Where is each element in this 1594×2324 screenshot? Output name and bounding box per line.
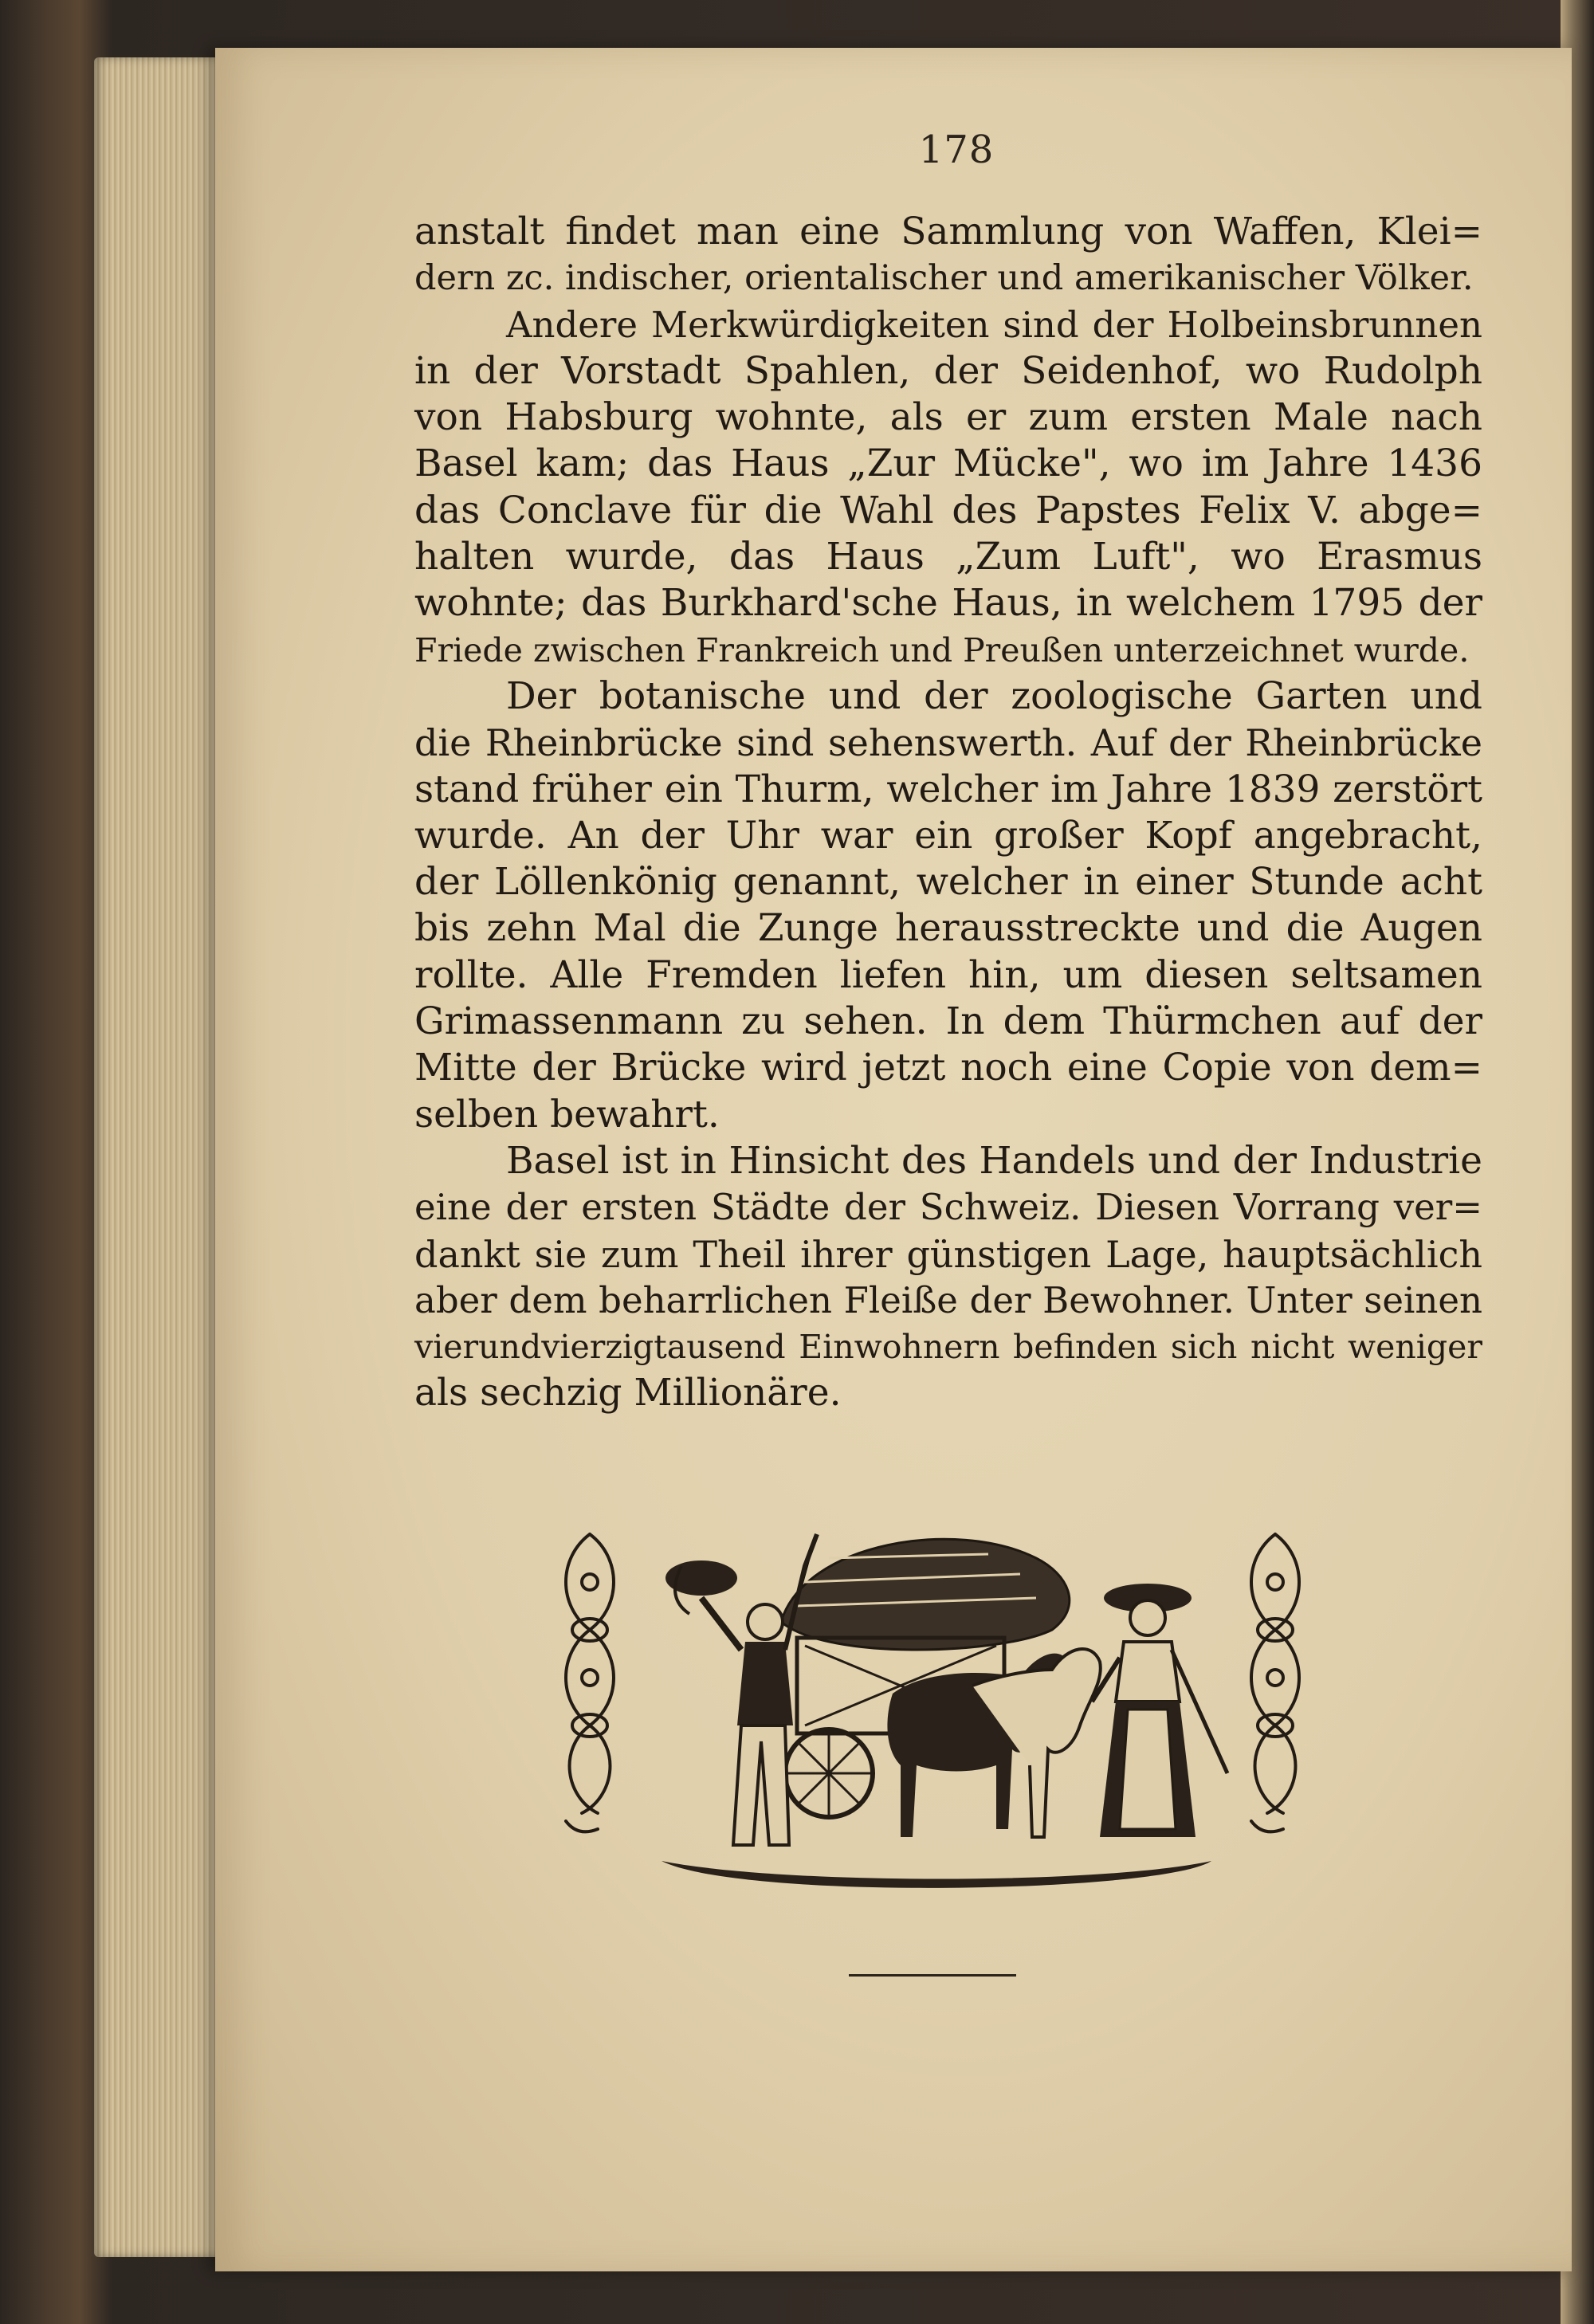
text-line: Basel kam; das Haus „Zur Mücke", wo im Jahre 1436 (414, 442, 1482, 486)
text-line: dern ⁠zc. indischer, orientalischer und amerikanischer Völker. (414, 258, 1474, 299)
text-line: rollte. Alle Fremden liefen hin, um diesen seltsamen (414, 952, 1482, 997)
text-line: von Habsburg wohnte, als er zum ersten Male nach (414, 395, 1482, 440)
text-line: Andere Merkwürdigkeiten sind der Holbeinsbrunnen (506, 303, 1482, 346)
body-text (414, 209, 1482, 1417)
woman-figure-icon (1092, 1584, 1227, 1837)
section-rule (849, 1974, 1016, 1977)
text-line: vierundvierzigtausend Einwohnern befinden sich nicht weniger (414, 1328, 1482, 1367)
page-number: 178 (918, 128, 995, 172)
text-line: anstalt findet man eine Sammlung von Waffen, Klei= (414, 210, 1482, 253)
text-line: das Conclave für die Wahl des Papstes Felix V. abge= (414, 488, 1482, 532)
text-line: aber dem beharrlichen Fleiße der Bewohner. Unter seinen (414, 1278, 1482, 1321)
text-line: als sechzig Millionäre. (414, 1371, 842, 1415)
text-line: Grimassenmann zu sehen. In dem Thürmchen auf der (414, 999, 1482, 1044)
text-line: stand früher ein Thurm, welcher im Jahre 1839 zerstört (414, 767, 1482, 811)
text-line: der Löllenkönig genannt, welcher in einer Stunde acht (414, 860, 1482, 905)
woodcut-illustration (542, 1510, 1323, 1909)
text-line: selben bewahrt. (414, 1092, 720, 1136)
text-line: halten wurde, das Haus „Zum Luft", wo Erasmus (414, 535, 1482, 579)
text-line: wurde. An der Uhr war ein großer Kopf angebracht, (414, 813, 1482, 858)
text-line: Friede zwischen Frankreich und Preußen unterzeichnet wurde. (414, 630, 1470, 669)
text-line: eine der ersten Städte der Schweiz. Diesen Vorrang ver= (414, 1186, 1482, 1229)
text-line: in der Vorstadt Spahlen, der Seidenhof, wo Rudolph (414, 348, 1482, 393)
text-line: die Rheinbrücke sind sehenswerth. Auf der Rheinbrücke (414, 721, 1482, 765)
text-line: Mitte der Brücke wird jetzt noch eine Copie von dem= (414, 1046, 1482, 1090)
text-line: bis zehn Mal die Zunge herausstreckte und die Augen (414, 906, 1482, 951)
left-ornament-icon (566, 1534, 614, 1831)
text-line: dankt sie zum Theil ihrer günstigen Lage, hauptsächlich (414, 1232, 1482, 1276)
right-ornament-icon (1251, 1534, 1299, 1831)
text-line: wohnte; das Burkhard'sche Haus, in welchem 1795 der (414, 581, 1482, 626)
text-line: Basel ist in Hinsicht des Handels und der Industrie (506, 1138, 1482, 1183)
text-line: Der botanische und der zoologische Garten und (506, 673, 1482, 718)
